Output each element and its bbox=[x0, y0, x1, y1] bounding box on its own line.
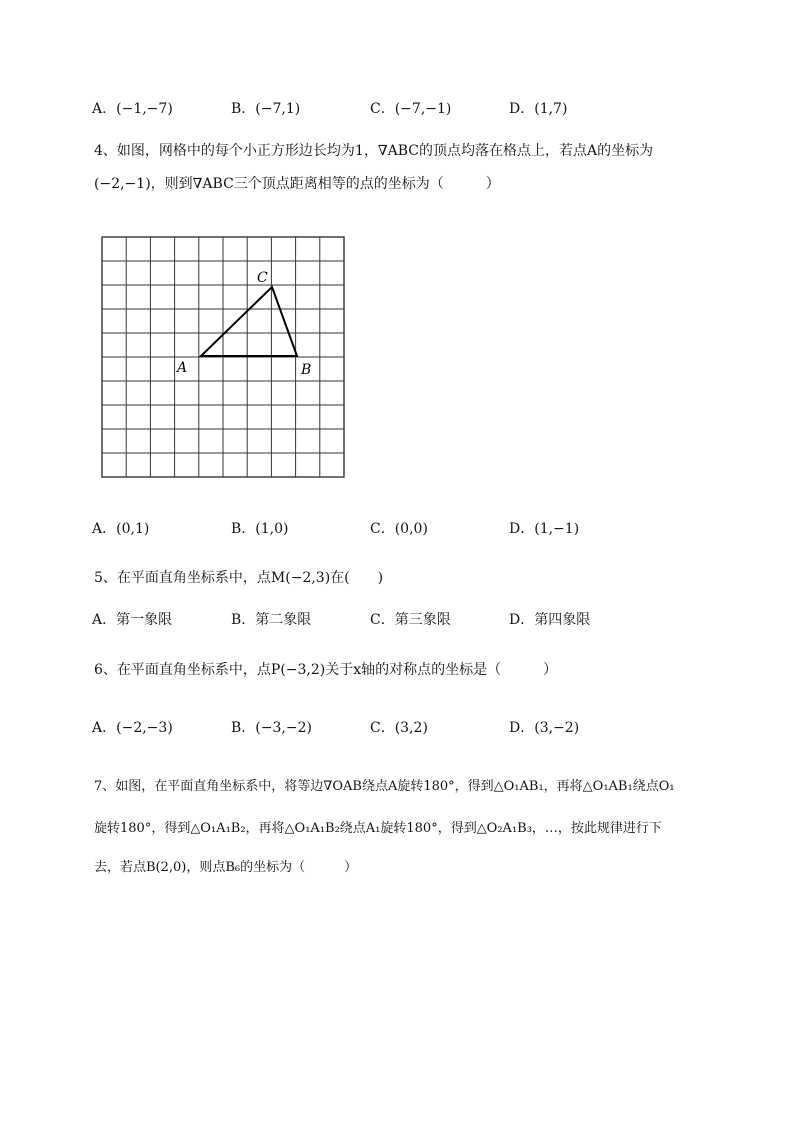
q4-stem-line2: (−2,−1)，则到∇ABC三个顶点距离相等的点的坐标为（ ） bbox=[94, 176, 500, 192]
q7-stem-line3: 去，若点B(2,0)，则点B₆的坐标为（ ） bbox=[94, 860, 358, 875]
q6-option-c[interactable]: C．(3,2) bbox=[370, 720, 428, 736]
q4-stem-line1: 4、如图，网格中的每个小正方形边长均为1，∇ABC的顶点均落在格点上，若点A的坐标为 bbox=[94, 143, 654, 159]
q5-option-d[interactable]: D．第四象限 bbox=[509, 612, 591, 628]
q6-option-b[interactable]: B．(−3,−2) bbox=[231, 720, 312, 736]
q3-option-b[interactable]: B．(−7,1) bbox=[231, 101, 301, 117]
triangle-abc bbox=[201, 287, 297, 356]
q5-stem: 5、在平面直角坐标系中，点M(−2,3)在( ) bbox=[94, 570, 384, 586]
q6-stem: 6、在平面直角坐标系中，点P(−3,2)关于x轴的对称点的坐标是（ ） bbox=[94, 662, 558, 678]
q4-option-d[interactable]: D．(1,−1) bbox=[509, 521, 580, 537]
label-c: C bbox=[257, 270, 268, 286]
q3-option-a[interactable]: A．(−1,−7) bbox=[92, 101, 173, 117]
q6-options bbox=[0, 716, 794, 740]
q6-option-a[interactable]: A．(−2,−3) bbox=[92, 720, 173, 736]
q3-option-d[interactable]: D．(1,7) bbox=[509, 101, 568, 117]
q3-options bbox=[0, 97, 794, 121]
q7-stem-line2: 旋转180°，得到△O₁A₁B₂，再将△O₁A₁B₂绕点A₁旋转180°，得到△O₂A₁B₃，…，按此规律进行下 bbox=[94, 821, 662, 836]
q5-option-a[interactable]: A．第一象限 bbox=[92, 612, 173, 628]
q4-option-c[interactable]: C．(0,0) bbox=[370, 521, 428, 537]
label-b: B bbox=[301, 362, 312, 378]
q4-option-a[interactable]: A．(0,1) bbox=[92, 521, 150, 537]
q6-option-d[interactable]: D．(3,−2) bbox=[509, 720, 580, 736]
q5-option-b[interactable]: B．第二象限 bbox=[231, 612, 312, 628]
q3-option-c[interactable]: C．(−7,−1) bbox=[370, 101, 452, 117]
label-a: A bbox=[177, 360, 188, 376]
q7-stem-line1: 7、如图，在平面直角坐标系中，将等边∇OAB绕点A旋转180°，得到△O₁AB₁，再将△O₁AB₁绕点O₁ bbox=[94, 779, 675, 794]
q4-options bbox=[0, 517, 794, 541]
q4-grid-figure bbox=[101, 236, 347, 480]
q5-option-c[interactable]: C．第三象限 bbox=[370, 612, 451, 628]
q5-options bbox=[0, 608, 794, 632]
q4-option-b[interactable]: B．(1,0) bbox=[231, 521, 289, 537]
